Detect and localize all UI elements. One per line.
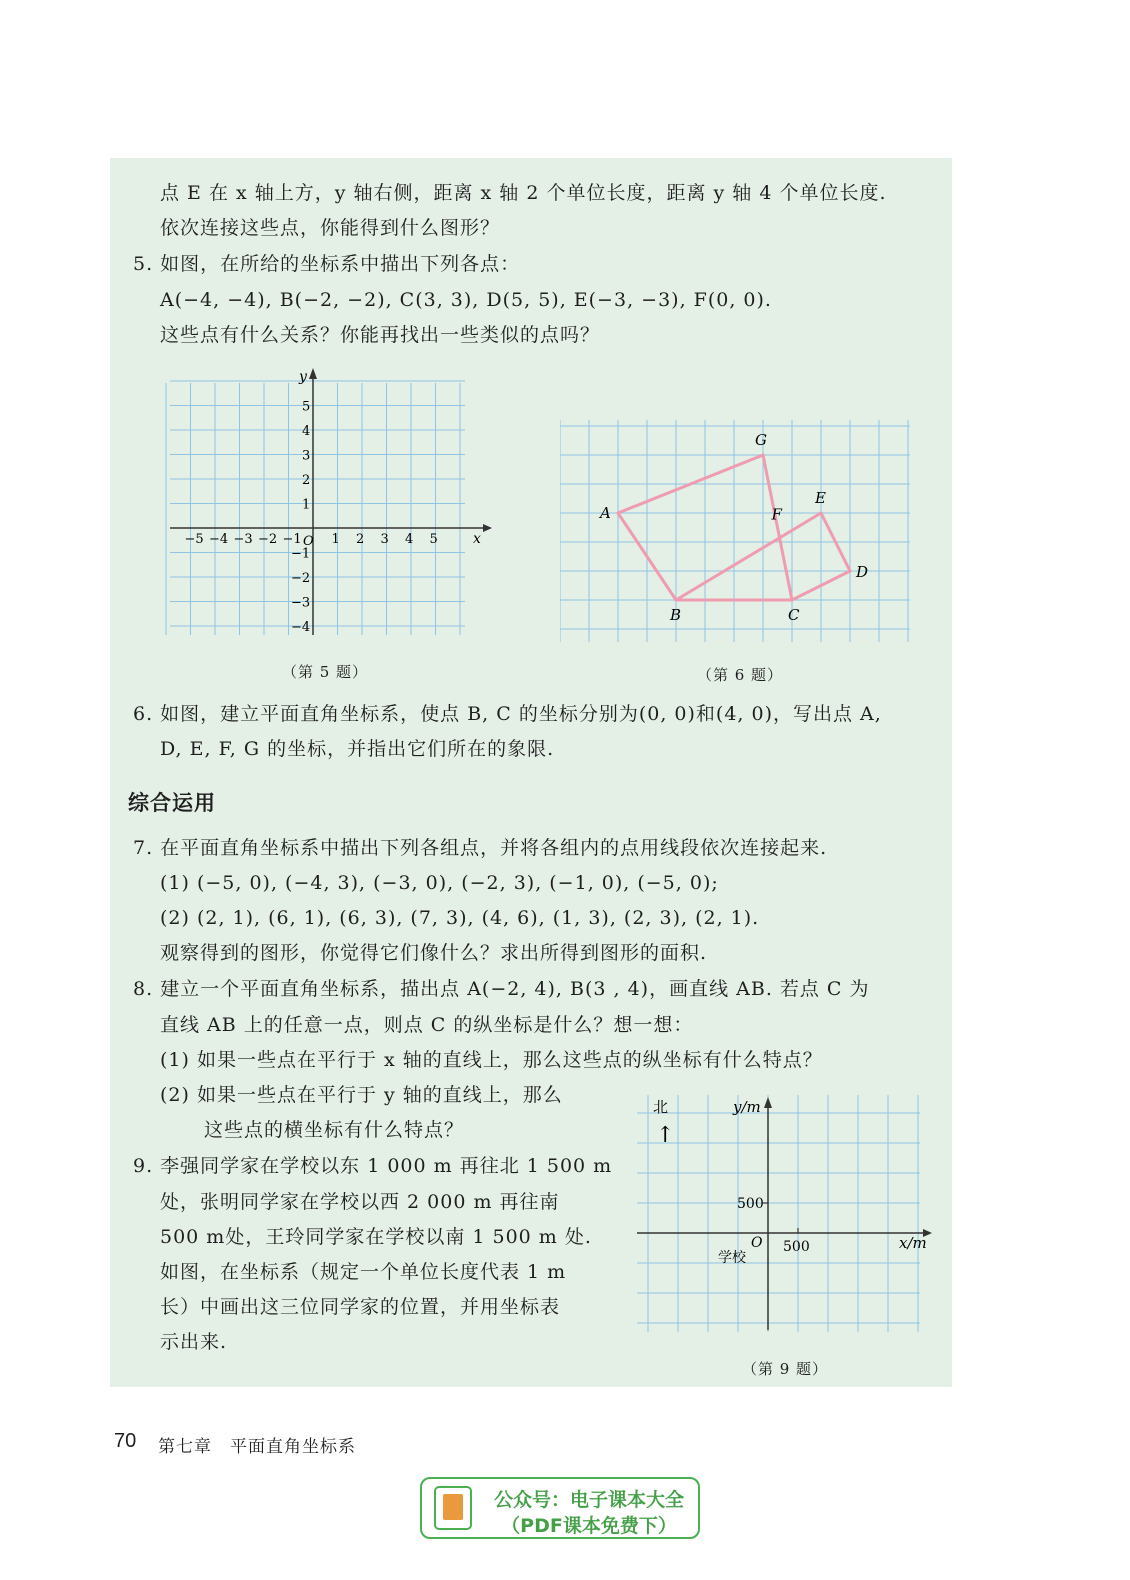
figure-5-y-tick-labels <box>291 400 310 636</box>
problem-5-line-1: 5. 如图，在所给的坐标系中描出下列各点： <box>133 253 521 275</box>
page-number: 70 <box>114 1430 137 1452</box>
problem-6-line-1: 6. 如图，建立平面直角坐标系，使点 B, C 的坐标分别为(0, 0)和(4, 0)，写出点 A, <box>133 703 882 725</box>
y-tick-label: 4 <box>302 424 311 439</box>
figure-6-grid-lines <box>560 420 910 642</box>
figure-5-y-label: y <box>299 369 307 385</box>
y-tick-label: 3 <box>302 448 311 464</box>
y-tick-label: 2 <box>302 473 311 488</box>
y-tick-label: −3 <box>291 595 311 611</box>
problem-7-line-1: 7. 在平面直角坐标系中描出下列各组点，并将各组内的点用线段依次连接起来. <box>133 837 828 859</box>
x-tick-label: −2 <box>258 532 278 547</box>
problem-6-line-2: D, E, F, G 的坐标，并指出它们所在的象限. <box>160 738 555 760</box>
watermark-badge <box>420 1477 700 1539</box>
figure-5-caption: （第 5 题） <box>281 663 369 681</box>
figure-9-north-arrow: ↑ <box>656 1123 675 1148</box>
book-icon <box>434 1486 472 1530</box>
x-tick-label: 2 <box>356 532 365 547</box>
problem-8-line-2: 直线 AB 上的任意一点，则点 C 的纵坐标是什么？想一想： <box>160 1014 694 1036</box>
point-label-E: E <box>815 489 826 507</box>
point-label-A: A <box>600 504 611 522</box>
figure-9-grid-lines <box>637 1095 920 1332</box>
figure-9-north-label: 北 <box>653 1098 669 1116</box>
x-tick-label: 4 <box>405 532 414 547</box>
figure-9-x-tick-label: 500 <box>783 1239 810 1255</box>
x-tick-label: −1 <box>282 532 302 547</box>
chapter-title: 第七章 平面直角坐标系 <box>158 1437 356 1457</box>
problem-9-line-4: 如图，在坐标系（规定一个单位长度代表 1 m <box>160 1261 567 1283</box>
figure-5-x-arrow <box>483 524 492 532</box>
figure-5-origin-label: O <box>303 534 314 549</box>
problem-8-line-4: (2) 如果一些点在平行于 y 轴的直线上，那么 <box>160 1084 563 1106</box>
x-tick-label: −5 <box>184 532 204 547</box>
x-tick-label: 1 <box>331 532 340 547</box>
x-tick-label: 5 <box>429 532 438 547</box>
problem-9-line-3: 500 m处，王玲同学家在学校以南 1 500 m 处. <box>160 1226 592 1248</box>
figure-9-y-label: y/m <box>733 1098 761 1116</box>
y-tick-label: 5 <box>302 399 311 415</box>
problem-9-line-6: 示出来. <box>160 1331 228 1353</box>
y-tick-label: −4 <box>291 620 311 635</box>
figure-9-map-grid <box>635 1090 935 1335</box>
x-tick-label: 3 <box>380 532 389 547</box>
problem-7-line-4: 观察得到的图形，你觉得它们像什么？求出所得到图形的面积. <box>160 942 708 964</box>
figure-5-grid-lines <box>166 381 465 635</box>
point-label-G: G <box>755 431 767 449</box>
figure-5-coordinate-grid <box>165 365 495 645</box>
y-tick-label: −2 <box>291 571 311 586</box>
problem-8-line-3: (1) 如果一些点在平行于 x 轴的直线上，那么这些点的纵坐标有什么特点？ <box>160 1049 823 1071</box>
problem-9-line-5: 长）中画出这三位同学家的位置，并用坐标表 <box>160 1296 561 1318</box>
figure-9-school-label: 学校 <box>718 1250 746 1266</box>
section-heading: 综合运用 <box>128 791 216 815</box>
y-tick-label: 1 <box>302 497 311 513</box>
badge-line-2: （PDF课本免费下） <box>501 1515 677 1537</box>
problem-9-line-2: 处，张明同学家在学校以西 2 000 m 再往南 <box>160 1191 560 1213</box>
y-tick-label: −1 <box>291 546 311 562</box>
point-label-C: C <box>788 606 800 624</box>
problem-4-line-1: 点 E 在 x 轴上方，y 轴右侧，距离 x 轴 2 个单位长度，距离 y 轴 4 个单位长度. <box>160 182 887 204</box>
badge-line-1: 公众号：电子课本大全 <box>493 1489 684 1511</box>
figure-6-geometry <box>560 420 920 645</box>
point-label-B: B <box>670 606 682 624</box>
problem-7-line-2: (1) (−5, 0), (−4, 3), (−3, 0), (−2, 3), (−1, 0), (−5, 0); <box>160 872 719 894</box>
figure-9-origin-label: O <box>751 1235 763 1251</box>
point-label-D: D <box>856 563 869 581</box>
figure-6-caption: （第 6 题） <box>696 666 784 684</box>
figure-5-x-label: x <box>473 531 481 547</box>
problem-9-line-1: 9. 李强同学家在学校以东 1 000 m 再往北 1 500 m <box>133 1155 613 1177</box>
segment-BE <box>676 513 821 600</box>
problem-8-line-5: 这些点的横坐标有什么特点？ <box>204 1119 465 1141</box>
figure-9-caption: （第 9 题） <box>741 1360 829 1378</box>
figure-9-y-tick-label: 500 <box>737 1196 764 1212</box>
figure-5-y-arrow <box>309 368 317 379</box>
segment-GC <box>763 455 792 600</box>
point-label-F: F <box>771 505 782 524</box>
x-tick-label: −3 <box>233 532 253 547</box>
problem-8-line-1: 8. 建立一个平面直角坐标系，描出点 A(−2, 4), B(3 , 4)，画直线 AB. 若点 C 为 <box>133 978 870 1000</box>
x-tick-label: −4 <box>209 532 229 547</box>
problem-5-line-3: 这些点有什么关系？你能再找出一些类似的点吗？ <box>160 324 601 346</box>
problem-5-line-2: A(−4, −4), B(−2, −2), C(3, 3), D(5, 5), E(−3, −3), F(0, 0). <box>160 289 772 311</box>
problem-7-line-3: (2) (2, 1), (6, 1), (6, 3), (7, 3), (4, 6), (1, 3), (2, 3), (2, 1). <box>160 907 760 929</box>
figure-9-y-arrow <box>764 1097 772 1108</box>
problem-4-line-2: 依次连接这些点，你能得到什么图形？ <box>160 217 501 239</box>
figure-9-x-label: x/m <box>899 1234 927 1252</box>
